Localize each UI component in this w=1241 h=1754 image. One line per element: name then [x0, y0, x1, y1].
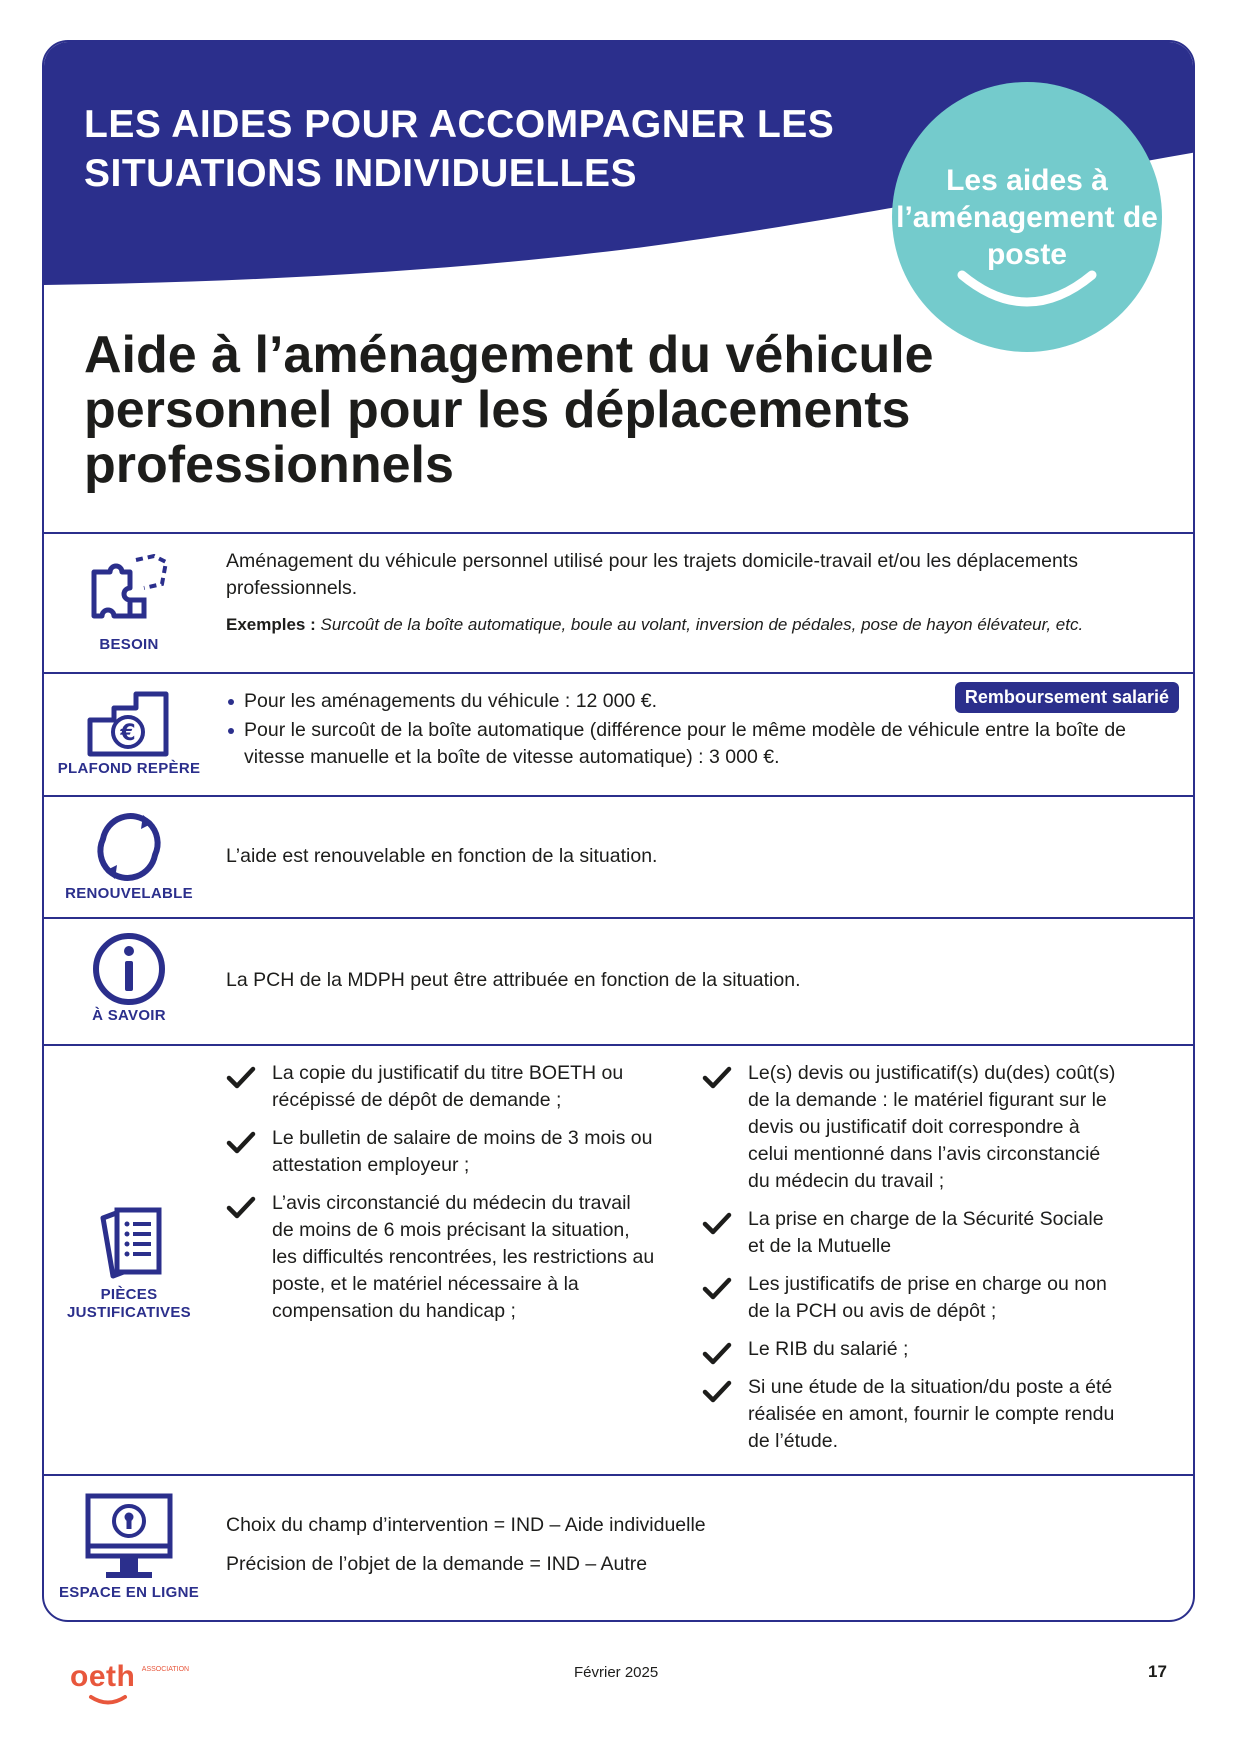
renouvelable-cell [44, 809, 214, 903]
documents-icon [89, 1204, 169, 1284]
espace-line-1: Choix du champ d’intervention = IND – Aide individuelle [226, 1514, 706, 1536]
logo-smile-icon [88, 1694, 128, 1706]
espace-label: ESPACE EN LIGNE [58, 1584, 200, 1601]
info-icon [91, 931, 167, 1007]
pieces-left-list [226, 1060, 656, 1336]
espace-cell [44, 1490, 214, 1602]
pieces-right-list [702, 1060, 1122, 1466]
savoir-cell [44, 931, 214, 1025]
plafond-label: PLAFOND REPÈRE [57, 760, 201, 777]
list-item [702, 1374, 1122, 1455]
besoin-examples [226, 612, 1169, 637]
list-item: Pour les aménagements du véhicule : 12 000 €. [226, 688, 963, 715]
section-title: LES AIDES POUR ACCOMPAGNER LES SITUATIONS INDIVIDUELLES [84, 103, 835, 195]
euro-stairs-icon [84, 690, 174, 760]
plafond-content-2 [226, 717, 1169, 773]
renouvelable-content [226, 843, 1169, 870]
plafond-list [226, 688, 963, 715]
besoin-text: Aménagement du véhicule personnel utilisé pour les trajets domicile-travail et/ou les déplacements professionnels. [226, 550, 1078, 599]
list-item [702, 1336, 1122, 1363]
examples-label: Exemples : [226, 615, 316, 634]
pieces-label: PIÈCES JUSTIFICATIVES [67, 1286, 191, 1321]
row-besoin [44, 532, 1193, 672]
espace-line-2: Précision de l’objet de la demande = IND – Autre [226, 1553, 648, 1575]
besoin-content [226, 548, 1169, 637]
computer-lock-icon [82, 1490, 176, 1584]
row-savoir [44, 917, 1193, 1044]
list-item [702, 1271, 1122, 1325]
savoir-label: À SAVOIR [92, 1007, 166, 1024]
svg-text:€: € [120, 721, 136, 746]
check-icon [702, 1066, 732, 1090]
check-icon [702, 1212, 732, 1236]
logo-wordmark: oeth [70, 1660, 136, 1693]
list-item-text: Si une étude de la situation/du poste a été réalisée en amont, fournir le compte rendu de l’étude. [748, 1376, 1115, 1452]
list-item [226, 1190, 656, 1325]
pieces-cell [44, 1204, 214, 1322]
list-item-text: La prise en charge de la Sécurité Sociale et de la Mutuelle [748, 1208, 1104, 1257]
oeth-logo [70, 1660, 190, 1694]
plafond-content [226, 688, 963, 717]
list-item [702, 1060, 1122, 1195]
savoir-text: La PCH de la MDPH peut être attribuée en fonction de la situation. [226, 969, 801, 991]
row-espace [44, 1474, 1193, 1622]
list-item-text: Le RIB du salarié ; [748, 1338, 909, 1360]
page-title: Aide à l’aménagement du véhicule personnel pour les déplacements professionnels [84, 326, 934, 494]
badge-text: Les aides à l’aménagement de poste [896, 164, 1158, 271]
list-item-text: La copie du justificatif du titre BOETH ou récépissé de dépôt de demande ; [272, 1062, 624, 1111]
espace-content [226, 1512, 1169, 1578]
besoin-cell [44, 554, 214, 654]
plafond-list-2 [226, 717, 1169, 771]
remboursement-tag: Remboursement salarié [955, 682, 1179, 713]
check-icon [226, 1066, 256, 1090]
list-item-text: L’avis circonstancié du médecin du travail de moins de 6 mois précisant la situation, les difficultés rencontrées, les restrictions au poste, et le matériel nécessaire à la compensation du handicap ; [272, 1192, 655, 1322]
check-icon [226, 1196, 256, 1220]
footer-date: Février 2025 [574, 1664, 659, 1681]
row-renouvelable [44, 795, 1193, 917]
refresh-icon [91, 809, 167, 885]
smile-icon [952, 267, 1102, 317]
list-item-text: Les justificatifs de prise en charge ou non de la PCH ou avis de dépôt ; [748, 1273, 1107, 1322]
category-badge [892, 82, 1162, 352]
content-card [42, 40, 1195, 1622]
check-icon [702, 1380, 732, 1404]
check-icon [702, 1342, 732, 1366]
list-item: Pour le surcoût de la boîte automatique (différence pour le même modèle de véhicule entre la boîte de vitesse manuelle et la boîte de vitesse automatique) : 3 000 €. [226, 717, 1169, 771]
check-icon [226, 1131, 256, 1155]
plafond-cell [44, 690, 214, 778]
list-item [702, 1206, 1122, 1260]
list-item-text: Le(s) devis ou justificatif(s) du(des) coût(s) de la demande : le matériel figurant sur le devis ou justificatif doit correspondre à celui mentionné dans l’avis circonstancié du médecin du travail ; [748, 1062, 1116, 1192]
list-item-text: Le bulletin de salaire de moins de 3 mois ou attestation employeur ; [272, 1127, 653, 1176]
list-item [226, 1125, 656, 1179]
list-item [226, 1060, 656, 1114]
examples-text: Surcoût de la boîte automatique, boule au volant, inversion de pédales, pose de hayon élévateur, etc. [315, 615, 1084, 634]
check-icon [702, 1277, 732, 1301]
besoin-label: BESOIN [99, 636, 159, 653]
row-pieces [44, 1044, 1193, 1474]
savoir-content [226, 967, 1169, 994]
row-plafond [44, 672, 1193, 795]
puzzle-icon [84, 554, 174, 636]
renouvelable-label: RENOUVELABLE [65, 885, 193, 902]
renouvelable-text: L’aide est renouvelable en fonction de la situation. [226, 845, 658, 867]
page-number: 17 [1148, 1662, 1167, 1681]
logo-subtitle: ASSOCIATION [141, 1666, 190, 1673]
